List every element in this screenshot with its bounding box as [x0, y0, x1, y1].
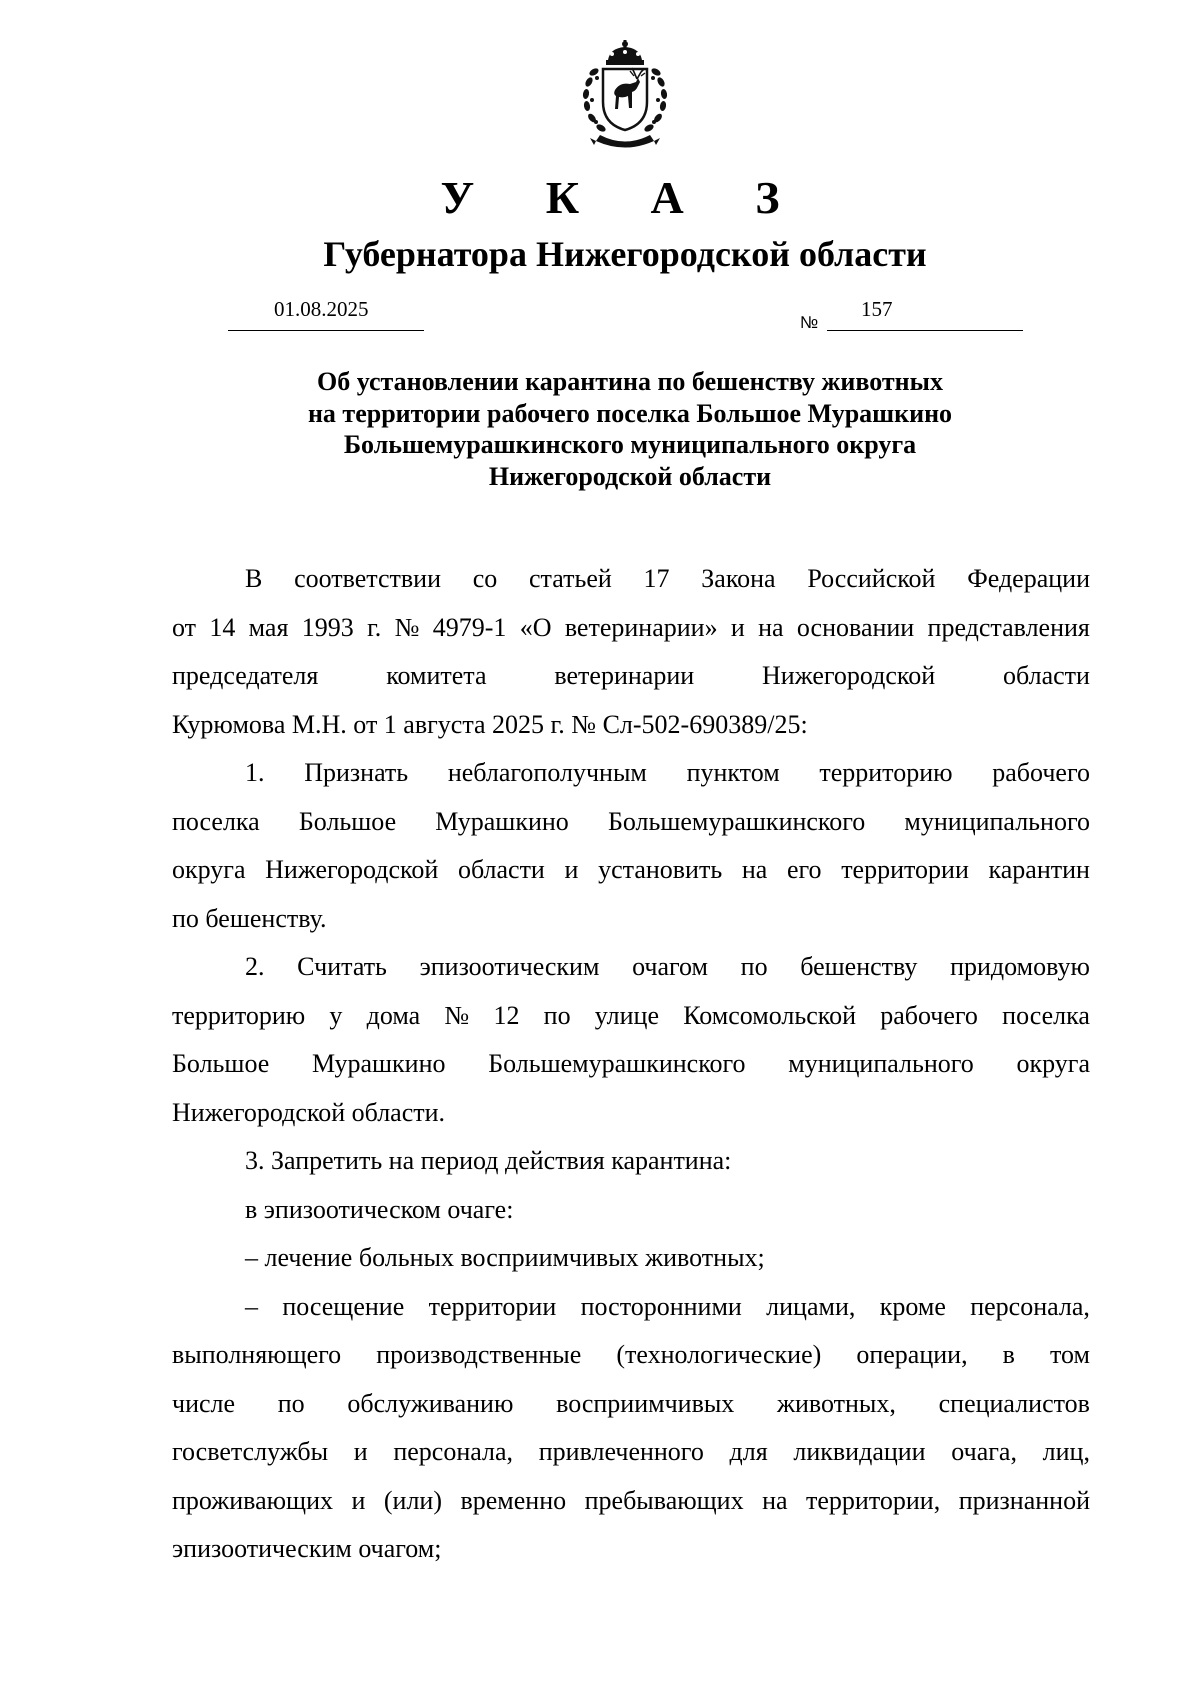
body-line	[172, 604, 1090, 653]
body-line: по бешенству.	[172, 903, 327, 933]
body-word: том	[1050, 1340, 1090, 1369]
body-word: эпизоотическим	[419, 952, 600, 981]
body-word: Мурашкино	[435, 806, 569, 836]
body-word: очагом	[632, 952, 708, 981]
body-word: восприимчивых	[556, 1388, 735, 1418]
body-line: эпизоотическим очагом;	[172, 1534, 442, 1563]
body-word: Большемурашкинского	[607, 806, 866, 836]
body-word: проживающих	[172, 1485, 333, 1515]
body-word: обслуживанию	[347, 1388, 514, 1418]
body-word: г.	[367, 612, 382, 642]
body-word: Федерации	[967, 564, 1090, 593]
body-word: очага,	[951, 1437, 1017, 1466]
body-word: от	[172, 612, 197, 642]
body-line	[172, 652, 1090, 701]
body-word: улице	[594, 1000, 659, 1030]
body-word: временно	[460, 1485, 567, 1515]
body-word: операции,	[856, 1340, 968, 1369]
decree-number: 157	[861, 297, 893, 321]
body-word: «О	[519, 612, 552, 642]
coat-of-arms-emblem	[570, 38, 680, 150]
body-word: бешенству	[800, 952, 918, 981]
number-sign: №	[800, 313, 819, 332]
body-word: ликвидации	[793, 1437, 926, 1466]
body-word: для	[729, 1437, 768, 1466]
body-word: представления	[927, 612, 1090, 642]
heading-line: Нижегородской области	[488, 461, 772, 491]
body-word: лицами,	[766, 1291, 856, 1321]
body-word: Нижегородской	[265, 855, 439, 884]
body-word: Считать	[297, 952, 387, 981]
body-line	[172, 1428, 1090, 1477]
body-word: рабочего	[992, 758, 1090, 787]
body-line	[172, 992, 1090, 1041]
body-word: Российской	[807, 564, 936, 593]
body-word: рабочего	[880, 1000, 978, 1030]
body-word: и	[353, 1437, 368, 1466]
body-word: 17	[643, 564, 670, 593]
body-word: –	[245, 1291, 258, 1321]
decree-date-field	[228, 296, 424, 331]
body-word: 2.	[245, 952, 265, 981]
body-word: В	[245, 564, 263, 593]
body-word: Закона	[701, 564, 776, 593]
body-word: признанной	[958, 1485, 1090, 1515]
body-word: Мурашкино	[312, 1049, 446, 1078]
body-word: Большое	[298, 806, 397, 836]
body-line	[172, 1380, 1090, 1429]
body-word: соответствии	[294, 564, 441, 593]
body-word: животных,	[777, 1388, 896, 1418]
body-word: территорию	[172, 1000, 306, 1030]
body-word: лиц,	[1042, 1437, 1090, 1466]
body-word: 1993	[301, 612, 354, 642]
body-word: посторонними	[580, 1291, 742, 1321]
body-word: по	[277, 1388, 305, 1418]
body-word: по	[543, 1000, 571, 1030]
body-word: территории	[428, 1291, 557, 1321]
body-word: карантин	[988, 855, 1090, 884]
heading-line: на территории рабочего поселка Большое Мурашкино	[307, 398, 953, 428]
body-line: в эпизоотическом очаге:	[245, 1194, 514, 1224]
body-word: ветеринарии»	[564, 612, 718, 642]
body-word: посещение	[282, 1291, 405, 1321]
body-word: основании	[796, 612, 915, 642]
body-word: ветеринарии	[554, 661, 695, 690]
body-line: Нижегородской области.	[172, 1097, 446, 1127]
body-word: выполняющего	[172, 1340, 342, 1369]
body-word: Признать	[304, 758, 409, 787]
body-word: 1.	[245, 758, 265, 787]
body-word: муниципального	[788, 1049, 974, 1078]
body-word: Большемурашкинского	[488, 1049, 746, 1078]
body-line	[172, 943, 1090, 992]
body-word: и	[564, 855, 579, 884]
body-word: персонала,	[970, 1291, 1090, 1321]
body-word: 14	[209, 612, 236, 642]
body-line	[172, 1477, 1090, 1526]
body-word: муниципального	[904, 806, 1090, 836]
body-line	[172, 749, 1090, 798]
body-word: поселка	[1002, 1000, 1090, 1030]
body-word: Комсомольской	[683, 1000, 856, 1030]
body-word: специалистов	[938, 1388, 1090, 1418]
body-word: №	[394, 612, 420, 642]
body-line	[172, 846, 1090, 895]
decree-issuer: Губернатора Нижегородской области	[323, 234, 927, 274]
body-word: производственные	[376, 1340, 582, 1369]
body-word: кроме	[879, 1291, 946, 1321]
decree-heading	[180, 366, 1080, 492]
body-word: 12	[493, 1000, 520, 1030]
body-line	[172, 1283, 1090, 1332]
body-line	[172, 798, 1090, 847]
body-word: неблагополучным	[447, 758, 647, 787]
body-word: и	[351, 1485, 366, 1515]
body-word: со	[472, 564, 498, 593]
body-word: №	[444, 1000, 470, 1030]
decree-date: 01.08.2025	[274, 297, 369, 321]
body-word: мая	[248, 612, 289, 642]
body-line: – лечение больных восприимчивых животных;	[245, 1243, 765, 1272]
body-word: и	[730, 612, 745, 642]
body-word: территории,	[806, 1485, 941, 1515]
body-word: округа	[172, 855, 246, 884]
body-word: округа	[1016, 1049, 1090, 1078]
body-word: на	[762, 1485, 788, 1515]
body-word: области	[1003, 661, 1090, 690]
body-word: по	[740, 952, 768, 981]
body-word: придомовую	[950, 952, 1090, 981]
body-word: Большое	[172, 1049, 270, 1078]
heading-line: Большемурашкинского муниципального округа	[343, 430, 917, 459]
decree-number-field	[827, 296, 1023, 331]
body-word: числе	[172, 1388, 236, 1418]
body-word: 4979-1	[432, 612, 507, 642]
body-word: (технологические)	[616, 1340, 822, 1369]
body-word: его	[786, 855, 822, 884]
body-line	[172, 1040, 1090, 1089]
body-word: территорию	[819, 758, 953, 787]
body-line	[172, 1331, 1090, 1380]
body-word: у	[329, 1000, 343, 1030]
body-word: привлеченного	[538, 1437, 704, 1466]
heading-line: Об установлении карантина по бешенству животных	[317, 367, 943, 396]
body-word: госветслужбы	[172, 1437, 329, 1466]
body-word: установить	[598, 855, 723, 884]
body-word: персонала,	[393, 1437, 514, 1466]
body-word: территории	[841, 855, 969, 884]
body-line: 3. Запретить на период действия карантина:	[245, 1146, 732, 1175]
body-word: в	[1002, 1340, 1015, 1369]
decree-title: У К А З	[440, 172, 810, 223]
body-word: на	[741, 855, 768, 884]
body-word: пребывающих	[584, 1485, 744, 1515]
body-word: пунктом	[686, 758, 780, 787]
body-word: комитета	[386, 661, 487, 690]
body-line	[172, 555, 1090, 604]
body-word: на	[758, 612, 784, 642]
body-word: статьей	[529, 564, 612, 593]
body-line: Курюмова М.Н. от 1 августа 2025 г. № Сл-502-690389/25:	[172, 709, 808, 739]
body-word: дома	[366, 1000, 421, 1030]
body-word: (или)	[383, 1485, 442, 1515]
body-word: поселка	[172, 806, 260, 836]
body-word: Нижегородской	[762, 661, 936, 690]
body-word: председателя	[172, 661, 319, 690]
body-word: области	[457, 855, 545, 884]
decree-body	[172, 555, 1090, 1574]
